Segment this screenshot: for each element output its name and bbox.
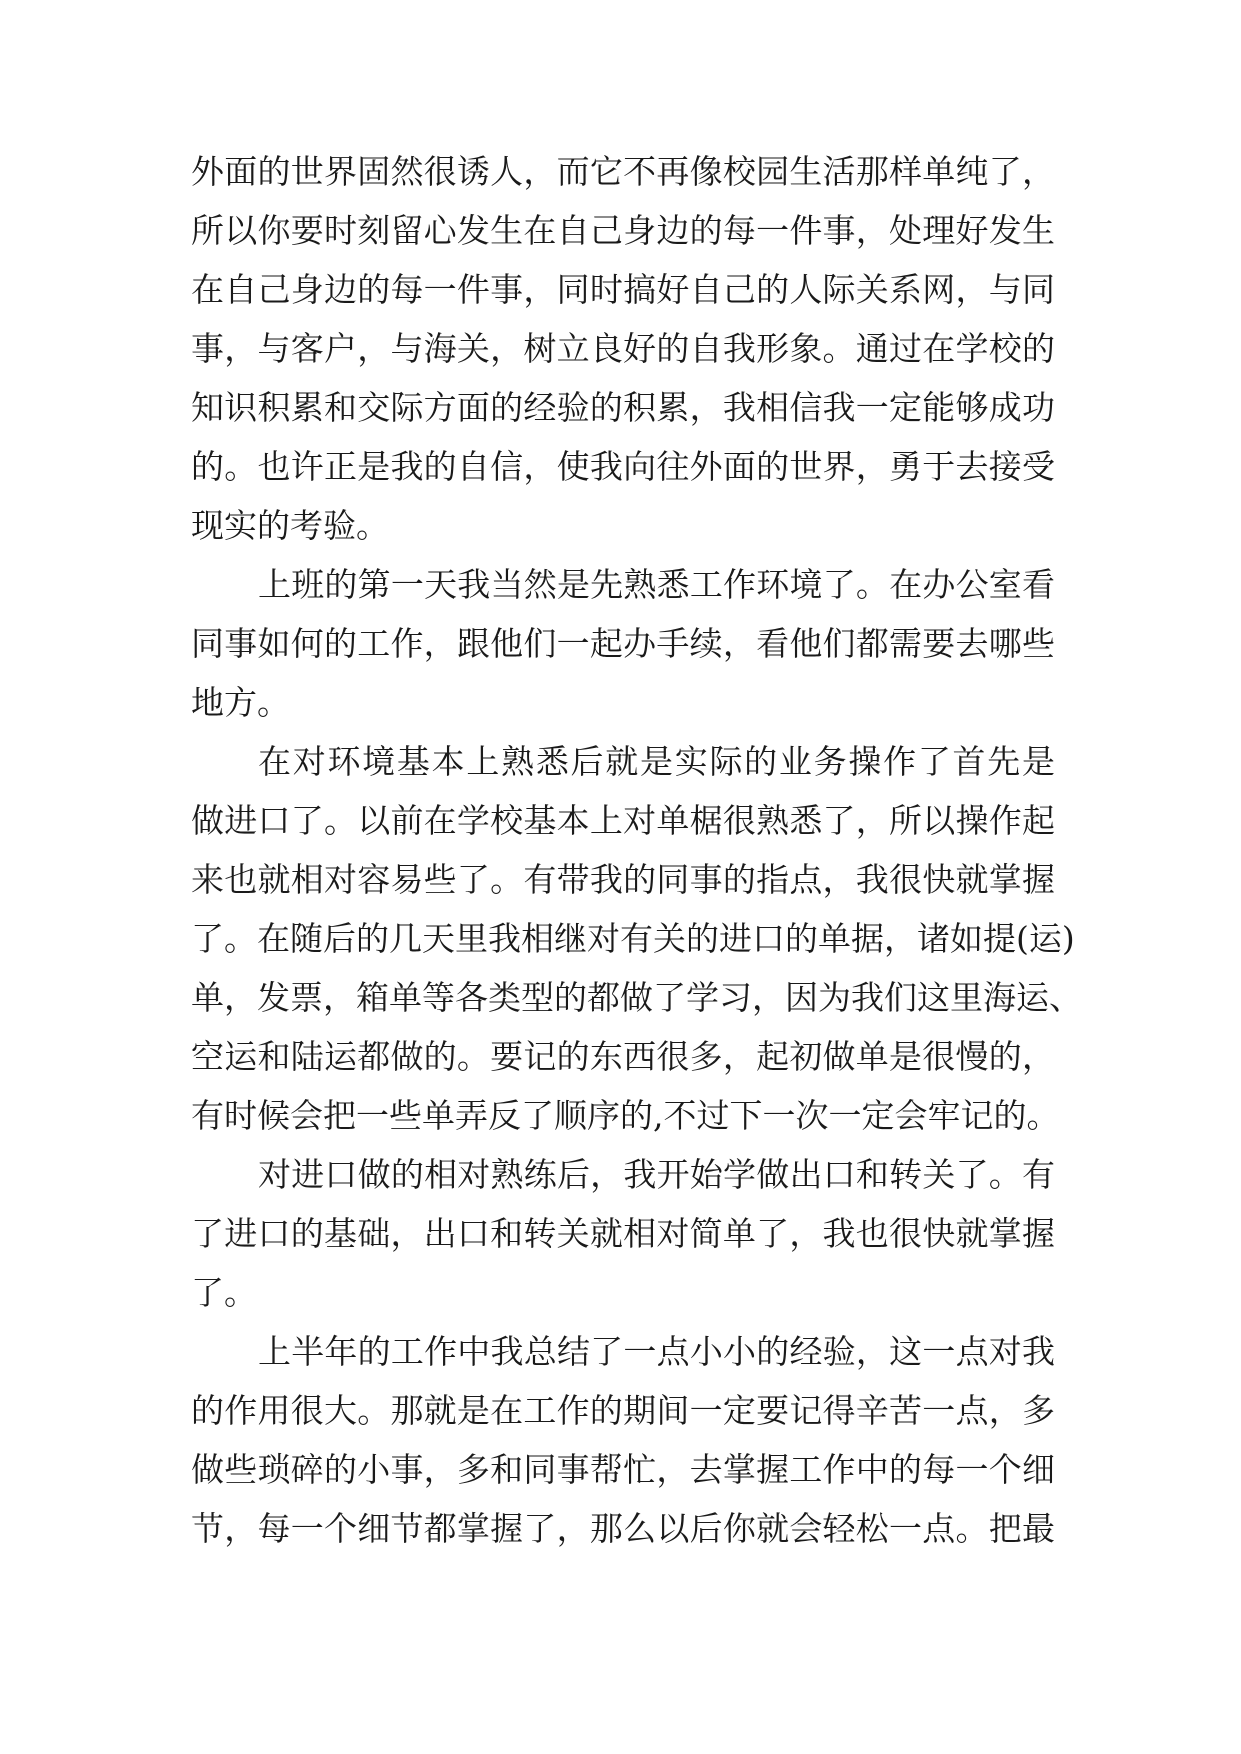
text-line: 有时候会把一些单弄反了顺序的,不过下一次一定会牢记的。 (191, 1096, 1060, 1135)
text-line: 所以你要时刻留心发生在自己身边的每一件事，处理好发生 (191, 211, 1055, 250)
text-line: 空运和陆运都做的。要记的东西很多，起初做单是很慢的， (191, 1037, 1055, 1076)
text-line: 做进口了。以前在学校基本上对单椐很熟悉了，所以操作起 (191, 801, 1055, 840)
text-line: 事，与客户，与海关，树立良好的自我形象。通过在学校的 (191, 329, 1055, 368)
paragraph-first-line: 上班的第一天我当然是先熟悉工作环境了。在办公室看 (258, 565, 1055, 604)
text-line: 了进口的基础，出口和转关就相对简单了，我也很快就掌握 (191, 1214, 1055, 1253)
text-line: 外面的世界固然很诱人，而它不再像校园生活那样单纯了， (191, 152, 1055, 191)
text-line: 来也就相对容易些了。有带我的同事的指点，我很快就掌握 (191, 860, 1055, 899)
text-line: 了。 (191, 1273, 257, 1312)
text-line: 做些琐碎的小事，多和同事帮忙，去掌握工作中的每一个细 (191, 1450, 1055, 1489)
text-line: 同事如何的工作，跟他们一起办手续，看他们都需要去哪些 (191, 624, 1055, 663)
text-line: 单，发票，箱单等各类型的都做了学习，因为我们这里海运、 (191, 978, 1082, 1017)
text-line: 知识积累和交际方面的经验的积累，我相信我一定能够成功 (191, 388, 1055, 427)
text-line: 节，每一个细节都掌握了，那么以后你就会轻松一点。把最 (191, 1509, 1055, 1548)
paragraph-first-line: 对进口做的相对熟练后，我开始学做出口和转关了。有 (258, 1155, 1055, 1194)
text-line: 了。在随后的几天里我相继对有关的进口的单据，诸如提(运) (191, 919, 1075, 958)
text-line: 的作用很大。那就是在工作的期间一定要记得辛苦一点，多 (191, 1391, 1055, 1430)
text-line: 地方。 (191, 683, 290, 722)
text-line: 的。也许正是我的自信，使我向往外面的世界，勇于去接受 (191, 447, 1055, 486)
paragraph-first-line: 在对环境基本上熟悉后就是实际的业务操作了首先是 (258, 742, 1055, 781)
paragraph-first-line: 上半年的工作中我总结了一点小小的经验，这一点对我 (258, 1332, 1055, 1371)
text-line: 在自己身边的每一件事，同时搞好自己的人际关系网，与同 (191, 270, 1055, 309)
text-line: 现实的考验。 (191, 506, 389, 545)
